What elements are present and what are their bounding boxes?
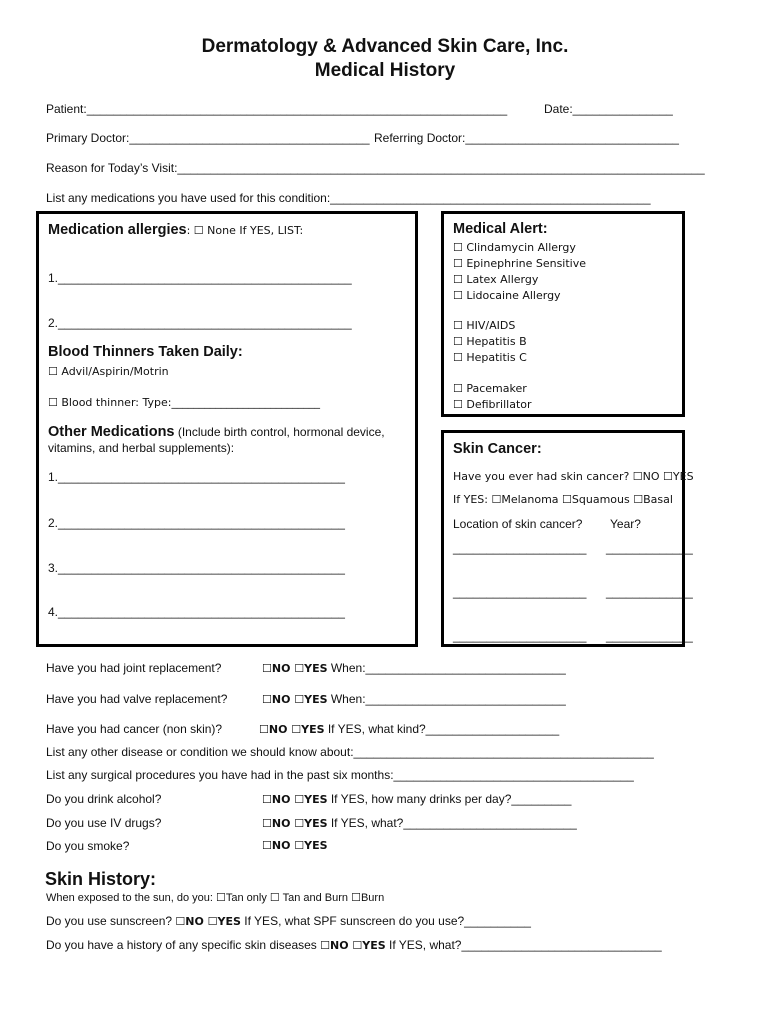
skin-diseases-what[interactable]: If YES, what?______________________________ — [385, 938, 662, 952]
joint-replacement-options[interactable]: ☐NO ☐YES — [262, 662, 328, 675]
joint-replacement-question: Have you had joint replacement? — [46, 661, 222, 675]
skin-cancer-box — [441, 430, 694, 647]
other-med-line-1[interactable]: 1.___________________________________________ — [48, 470, 345, 484]
smoke-options[interactable]: ☐NO ☐YES — [262, 839, 328, 852]
valve-replacement-options[interactable]: ☐NO ☐YES — [262, 693, 328, 706]
skin-cancer-types[interactable]: If YES: ☐Melanoma ☐Squamous ☐Basal — [453, 493, 673, 506]
other-meds-line — [48, 425, 385, 439]
alert-defibrillator-checkbox[interactable]: ☐ Defibrillator — [453, 398, 532, 411]
smoke-question: Do you smoke? — [46, 839, 130, 853]
skin-cancer-question[interactable]: Have you ever had skin cancer? ☐NO ☐YES — [453, 470, 694, 483]
date-field[interactable]: Date:_______________ — [544, 102, 673, 116]
skin-cancer-location-label: Location of skin cancer? — [453, 517, 583, 531]
skin-diseases-question: Do you have a history of any specific skin diseases — [46, 938, 321, 952]
other-med-line-4[interactable]: 4.___________________________________________ — [48, 605, 345, 619]
iv-drugs-what[interactable]: If YES, what?__________________________ — [327, 816, 577, 830]
form-subtitle: Medical History — [314, 60, 456, 81]
blood-thinners-heading: Blood Thinners Taken Daily: — [48, 344, 243, 360]
other-meds-heading: Other Medications — [48, 424, 175, 440]
skin-cancer-location-line-3[interactable]: ____________________ — [453, 629, 587, 643]
other-disease-field[interactable]: List any other disease or condition we should know about:_____________________________________________ — [46, 745, 654, 759]
alert-latex-checkbox[interactable]: ☐ Latex Allergy — [453, 273, 539, 286]
sunscreen-options[interactable]: ☐NO ☐YES — [175, 915, 241, 928]
skin-diseases-line — [46, 938, 662, 953]
sunscreen-spf[interactable]: If YES, what SPF sunscreen do you use?__________ — [240, 914, 531, 928]
other-meds-note: (Include birth control, hormonal device, — [174, 425, 385, 439]
valve-replacement-when[interactable]: When:______________________________ — [327, 692, 566, 706]
sunscreen-line — [46, 914, 531, 929]
skin-cancer-year-line-2[interactable]: _____________ — [606, 585, 693, 599]
skin-cancer-year-line-1[interactable]: _____________ — [606, 541, 693, 555]
allergies-line — [48, 223, 303, 238]
alert-hepatitis-b-checkbox[interactable]: ☐ Hepatitis B — [453, 335, 527, 348]
skin-cancer-heading: Skin Cancer: — [453, 441, 542, 457]
alcohol-options[interactable]: ☐NO ☐YES — [262, 793, 328, 806]
skin-cancer-location-line-2[interactable]: ____________________ — [453, 585, 587, 599]
cancer-options[interactable]: ☐NO ☐YES — [259, 723, 325, 736]
other-med-line-2[interactable]: 2.___________________________________________ — [48, 516, 345, 530]
cancer-question: Have you had cancer (non skin)? — [46, 722, 223, 736]
skin-diseases-options[interactable]: ☐NO ☐YES — [320, 939, 386, 952]
skin-cancer-year-label: Year? — [610, 517, 641, 531]
skin-cancer-location-line-1[interactable]: ____________________ — [453, 541, 587, 555]
other-med-line-3[interactable]: 3.___________________________________________ — [48, 561, 345, 575]
alert-hepatitis-c-checkbox[interactable]: ☐ Hepatitis C — [453, 351, 527, 364]
form-title: Dermatology & Advanced Skin Care, Inc. — [201, 36, 569, 57]
medical-alert-box — [441, 211, 685, 417]
medical-alert-heading: Medical Alert: — [453, 221, 548, 237]
allergy-line-1[interactable]: 1.____________________________________________ — [48, 271, 352, 285]
allergies-heading: Medication allergies — [48, 222, 187, 238]
skin-history-heading: Skin History: — [45, 869, 157, 889]
allergies-none-checkbox[interactable]: : ☐ None If YES, LIST: — [186, 224, 304, 237]
medications-condition-field[interactable]: List any medications you have used for this condition:________________________________________________ — [46, 191, 651, 205]
sun-exposure-question[interactable]: When exposed to the sun, do you: ☐Tan only ☐ Tan and Burn ☐Burn — [46, 892, 385, 904]
iv-drugs-answer — [262, 816, 577, 831]
iv-drugs-options[interactable]: ☐NO ☐YES — [262, 817, 328, 830]
sunscreen-question: Do you use sunscreen? — [46, 914, 176, 928]
joint-replacement-answer — [262, 661, 566, 676]
alcohol-drinks[interactable]: If YES, how many drinks per day?_________ — [327, 792, 572, 806]
advil-checkbox[interactable]: ☐ Advil/Aspirin/Motrin — [48, 365, 169, 378]
cancer-kind[interactable]: If YES, what kind?____________________ — [324, 722, 560, 736]
valve-replacement-question: Have you had valve replacement? — [46, 692, 228, 706]
alert-pacemaker-checkbox[interactable]: ☐ Pacemaker — [453, 382, 527, 395]
cancer-answer — [259, 722, 559, 737]
reason-field[interactable]: Reason for Today’s Visit:_______________________________________________________________________________ — [46, 161, 705, 175]
alert-clindamycin-checkbox[interactable]: ☐ Clindamycin Allergy — [453, 241, 576, 254]
alert-hiv-checkbox[interactable]: ☐ HIV/AIDS — [453, 319, 516, 332]
surgical-procedures-field[interactable]: List any surgical procedures you have had in the past six months:____________________________________ — [46, 768, 634, 782]
other-meds-note-2: vitamins, and herbal supplements): — [48, 441, 235, 455]
alcohol-question: Do you drink alcohol? — [46, 792, 162, 806]
alert-lidocaine-checkbox[interactable]: ☐ Lidocaine Allergy — [453, 289, 561, 302]
skin-cancer-year-line-3[interactable]: _____________ — [606, 629, 693, 643]
primary-doctor-field[interactable]: Primary Doctor:____________________________________ — [46, 131, 370, 145]
allergy-line-2[interactable]: 2.____________________________________________ — [48, 316, 352, 330]
patient-field[interactable]: Patient:_______________________________________________________________ — [46, 102, 508, 116]
joint-replacement-when[interactable]: When:______________________________ — [327, 661, 566, 675]
alcohol-answer — [262, 792, 571, 807]
iv-drugs-question: Do you use IV drugs? — [46, 816, 162, 830]
referring-doctor-field[interactable]: Referring Doctor:________________________________ — [374, 131, 679, 145]
valve-replacement-answer — [262, 692, 566, 707]
medications-box — [36, 211, 418, 647]
alert-epinephrine-checkbox[interactable]: ☐ Epinephrine Sensitive — [453, 257, 587, 270]
blood-thinner-type-field[interactable]: ☐ Blood thinner: Type:___________________________ — [48, 396, 320, 409]
